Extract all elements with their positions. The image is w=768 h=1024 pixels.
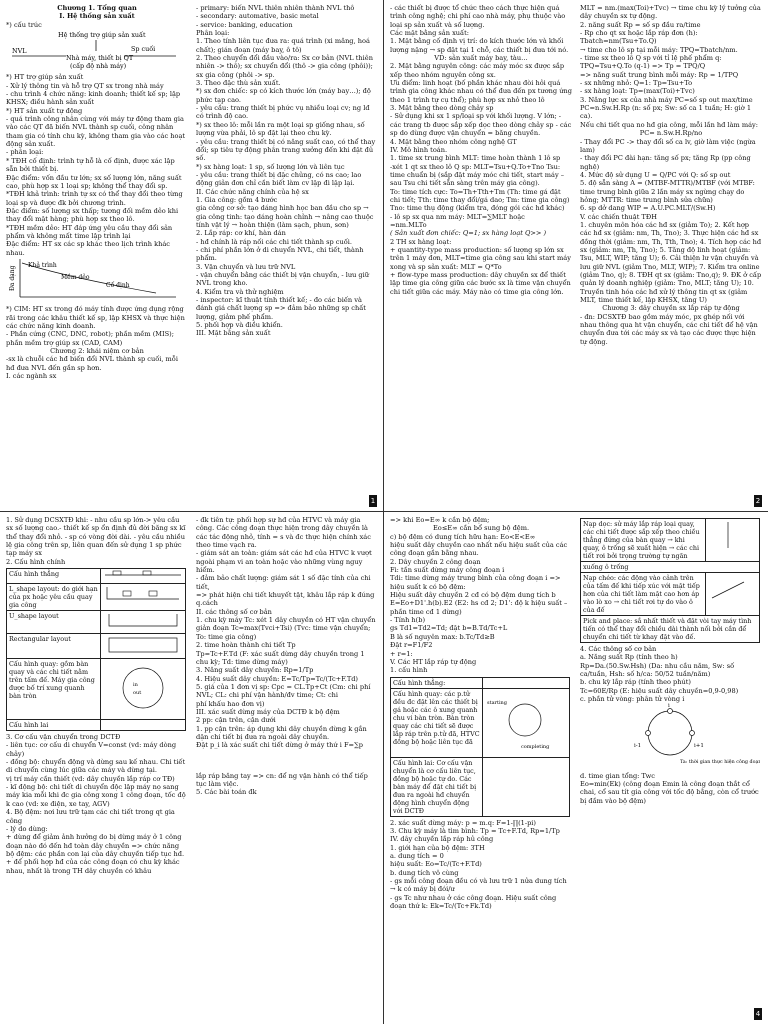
paragraph: a. dung tích = 0 (390, 851, 444, 860)
paragraph: - đn: DCSXTĐ bao gồm máy móc, px ghép nối với nhau thông qua ht vận chuyển, các chi tiết để hệ vận chuyển đưa tới các máy sx và tạo các được thực hiện tự động. (580, 312, 758, 346)
paragraph: 1. Mặt bằng cố định vị trí: do kích thước lớn và khối lượng nặng → sp đặt tại 1 chỗ, các thiết bị đưa tới nó. (390, 37, 569, 54)
table-cell-figure (706, 519, 760, 562)
configuration-table (6, 568, 186, 731)
table-cell-figure (483, 677, 570, 688)
table-row (581, 562, 760, 573)
svg-text:out: out (133, 690, 142, 697)
feeding-method-table (580, 518, 760, 643)
graph-label-flexible: Mềm dẻo (61, 273, 90, 281)
page-number-marker: 2 (755, 497, 761, 505)
paragraph: Nếu chi tiết qua no hđ gia công, mỗi lần hđ làm máy: (580, 120, 758, 129)
paragraph: Hiệu suất dây chuyền 2 cđ có bộ đệm dung tích b E=Eo+D1'.h(b).E2 (E2: hs cđ 2; D1': độ k hiệu suất – phần time cđ 1 dừng) (390, 591, 568, 616)
paragraph: c) bộ đệm có dung tích hữu hạn: Eo<E<E∞ (390, 532, 536, 541)
paragraph: + r=1: (390, 649, 413, 658)
chapter-title: Chương 3: dây chuyền sx lắp ráp tự động (602, 304, 740, 313)
paragraph: hiệu suất dây chuyền cao nhất nếu hiệu suất của các công đoạn gần bằng nhau. (390, 541, 568, 558)
paragraph: 5. Các bài toán đk (196, 788, 257, 797)
paragraph: Đặc điểm: HT sx các sp khác theo lịch trình khác nhau. (6, 240, 171, 257)
paragraph: c. phần tử vòng: phân tử vòng i (580, 695, 685, 704)
table-row (581, 519, 760, 562)
inline-layout-figure (103, 612, 183, 630)
paragraph: 3. Mặt bằng theo dòng chảy sp (390, 104, 494, 113)
paragraph: 4. Bộ đệm: nơi lưu trữ tạm các chi tiết trong qt gia công (6, 808, 175, 825)
paragraph: - hđ chính là ráp nối các chi tiết thành sp cuối. (196, 237, 352, 246)
paragraph: Đặt p_i là xác suất chi tiết dừng ở máy thứ i F=∑p (196, 741, 363, 750)
paragraph: PC=n.Sw.H.Rp (n: số px; Sw: số ca 1 tuần; H: giờ 1 ca). (580, 104, 752, 121)
paragraph: - yêu cầu: trang thiết bị phức vụ nhiều loại cv; ng lđ có trình độ cao. (196, 104, 370, 121)
paragraph: 3. Cơ cấu vận chuyển trong DCTĐ (6, 733, 121, 742)
paragraph: a. Năng suất Rp (tính theo h) (580, 653, 678, 662)
paragraph: → time cho lô sp tại mỗi máy: TPQ=Tbatch/nm. (580, 45, 738, 54)
paragraph: II. các thông số cơ bản (196, 607, 272, 616)
paragraph: lắp ráp băng tay => cn: để ng vận hành có thể tiếp tục làm việc. (196, 771, 368, 788)
paragraph: - primary: biến NVL thiên nhiên thành NVL thô (196, 4, 355, 12)
page-1-left-column (6, 4, 188, 380)
paragraph: - giám sát an toàn: giám sát các hđ của HTVC k vượt ngoài phạm vi an toàn hoặc vào những vùng nguy hiểm. (196, 549, 372, 575)
paragraph: => khi Eo=E∞ k cần bộ đệm; (390, 516, 490, 524)
table-cell-figure (483, 688, 570, 757)
paragraph: 1. giới hạn của bộ đệm: 3TH (390, 843, 485, 852)
page-3-left-column (6, 516, 188, 875)
paragraph: 4. Mức độ sử dụng U = Q/PC với Q: số sp out (580, 170, 731, 179)
table-cell: Cấu hình quay: các p.tử đều đc đặt lên các thiết bị gá hoặc các ô xung quanh chu vi bàn tròn. Bàn tròn quay các chi tiết sẽ được lắp ráp trên p.tử đã, HTVC đồng bộ hoặc liên tục đã (391, 688, 483, 757)
cycle-element-figure (580, 703, 760, 769)
paragraph: - liên tục: cơ cấu di chuyển V=const (vd: máy dòng chảy) (6, 741, 177, 758)
page-3 (0, 512, 384, 1024)
paragraph: Eo=min(Ek) (công đoạn Emin là công đoạn thắt cổ chai, cổ sau tít gia công với tốc độ bằng, còn cổ trước bị đầm vào bộ đệm) (580, 780, 759, 805)
diagram-label-support: Hệ thống trợ giúp sản xuất (58, 31, 146, 40)
paragraph: 1. cấu hình (390, 666, 428, 675)
paragraph: I. các ngành sx (6, 372, 57, 381)
paragraph: - inspector: kĩ thuật tính thiết kế; - đo các biến và đánh giá chất lượng sp => đảm bảo những sp chất lượng, giảm phế phẩm. (196, 296, 366, 321)
chapter-title: Chương 1. Tổng quan (57, 4, 137, 12)
section-heading: I. Hệ thống sản xuất (59, 12, 135, 21)
automation-type-graph (6, 257, 186, 303)
paragraph: hiệu suất: Eo=Tc/(Tc+F.Td) (390, 860, 482, 869)
paragraph: 2. Lắp ráp: cơ khí, hàn dán (196, 229, 286, 238)
paragraph: 2. Cấu hình chính (6, 557, 66, 566)
paragraph: - chi phí phần lớn ở di chuyển NVL, chi tiết, thành phẩm. (196, 245, 364, 263)
paragraph: - thay đổi PC đài hạn: tăng số px; tăng Rp (pp công nghệ) (580, 154, 751, 171)
paragraph: V. các chiến thuật TĐH (580, 212, 657, 221)
paragraph: Eo≤E∞ cần bổ sung bộ đệm. (432, 524, 530, 533)
table-row (7, 720, 186, 731)
paragraph: - các thiết bị được tổ chức theo cách thực hiện quá trình công nghệ; chi phí cao nhà máy, phụ thuộc vào loại sp sản xuất và số lượng. (390, 4, 566, 29)
paragraph: + để phối hợp hđ của các công đoạn có chu kỳ khác nhau, nhất là trong TH dây chuyền có khâu (6, 858, 180, 875)
paragraph: 1. chuyên môn hóa các hđ sx (giảm To); 2. Kết hợp các hđ sx (giảm: nm, Th, Tno); 3. Thực hiện các hđ sx đồng thời (giảm: nm, Th, Tth, Tno); 4. Tích hợp các hđ sx (giảm: nm, Th, Tno); 5. Tăng độ linh hoạt (giảm: Tsu, MLT, WIP; tăng U); 6. Cải thiện lư vận chuyển và lưu giữ NVL (giảm Tno, MLT, WIP); 7. Kiểm tra online (giảm Tno, q); 8. TĐH qt sx (giảm: Tno,q); 9. ĐK ở cấp quản lý doanh nghiệp (giảm: Tno, MLT; tăng U); 10. Truyền tinh hóa các hđ xử lý thông tin qt sx (giảm MLT, time thiết kế, lập KHSX, tăng U) (580, 220, 762, 305)
paragraph: V. Các HT lắp ráp tự động (390, 657, 477, 666)
paragraph: * TĐH cố định: trình tự hỗ là cố định, được xác lập sẵn bởi thiết bị. (6, 156, 175, 174)
page-1-right-column (196, 4, 378, 338)
table-cell: Cấu hình thẳng (7, 569, 101, 584)
table-cell-figure (101, 584, 186, 611)
paragraph: 1. chu kỳ máy Tc: xét 1 dây chuyền có HT vận chuyển giản đoạn Tc=max(Tvci+Tsi) (Tvc: time vận chuyển; To: time gia công) (196, 616, 376, 641)
paragraph: phí khấu hao đơn vị) (196, 699, 265, 708)
paragraph: 2 pp: cận trên, cận dưới (196, 716, 276, 725)
inline-layout-figure (103, 570, 183, 580)
paragraph: - Thay đổi PC -> thay đổi số ca lv, giờ làm việc (ngừa lam) (580, 137, 756, 154)
paragraph: 2 TH sx hàng loạt: (390, 237, 452, 246)
paragraph: 1. Theo tính liên tục đưa ra: quá trình (xi măng, hoá chất); gián đoạn (máy bay, ô tô) (196, 37, 370, 54)
page-number-marker: 4 (755, 1010, 761, 1018)
paragraph: - đảm bảo chất lượng: giám sát 1 số đặc tính của chi tiết, (196, 574, 371, 591)
table-row (391, 677, 570, 688)
paragraph: - kĩ động bộ: chi tiết di chuyển độc lập máy nọ sang máy kia mỗi khi đc gia công xong 1 công đoạn, tốc độ k cao (vd: xe điện, xe tay, AGV) (6, 783, 186, 808)
paragraph: - đk tiên tự: phối hợp sự hđ của HTVC và máy gia công. Các công đoạn thực hiện trong dây chuyền là các tác động nhỏ, tính = s và đc thực hiện chính xác theo time vạch ra. (196, 516, 371, 550)
paragraph: b. dung tích vô cùng (390, 868, 459, 877)
page-1 (0, 0, 384, 512)
paragraph: gs Td1=Td2=Td; đặt b=B.Td/Tc+L (390, 624, 508, 633)
paragraph: - Tính h(b) (390, 616, 426, 625)
paragraph: => năng suất trung bình mỗi máy: Rp = 1/TPQ (580, 70, 739, 79)
production-system-diagram (6, 29, 186, 71)
paragraph: 4. Các thông số cơ bản (580, 645, 657, 653)
inline-layout-figure (103, 635, 183, 655)
paragraph: Tp=Tc+F.Td (F: xác suất dừng dây chuyền trong 1 chu kỳ; Td: time dừng máy) (196, 649, 365, 666)
graph-label-programmable: Khả trình (28, 261, 57, 269)
table-cell: Cấu hình quay: gồm bàn quay và các chi tiết nằm trên tấm đế. Máy gia công được bố trí xung quanh bàn tròn (7, 659, 101, 720)
paragraph: 2. Theo chuyển đổi đầu vào/ra: Sx cơ bản (NVL thiên nhiên -> thô); sx chuyển đổi (thô -> gia công (phôi)); sx gia công (phôi -> sp. (196, 54, 373, 79)
paragraph: Tc=60E/Rp (E: hiệu suất dây chuyền=0,9-0,98) (580, 686, 739, 695)
paragraph: IV. Mô hình toán. (390, 145, 448, 154)
paragraph: -sx là chuỗi các hđ biến đổi NVL thành sp cuối, mỗi hđ đưa NVL đến gần sp hơn. (6, 355, 178, 372)
paragraph: MLT = nm.(max(Toi)+Tvc) → time chu kỳ lý tưởng của dây chuyền sx tự động. (580, 4, 761, 21)
paragraph: - lô sp sx qua nm máy: MLT=∑MLT hoặc (390, 212, 525, 221)
paragraph: *) HT sản xuất tự động (6, 106, 83, 115)
paragraph: Đặc điểm: vốn đầu tư lớn; sx số lượng lớn, năng suất cao, phù hợp sx 1 loại sp; không thể thay đổi sp. (6, 173, 182, 190)
table-row (581, 616, 760, 643)
paragraph: + quantity-type mass production: số lượng sp lớn sx trên 1 máy đơn, MLT=time gia công sau khi start máy xong và sp sản xuất: MLT = Q*To (390, 245, 571, 271)
spacer (196, 750, 378, 772)
paragraph: Rp=Da.(50.Sw.Hsh) (Da: nhu cầu năm, Sw: số ca/tuần, Hsh: số h/ca: 50/52 tuần/năm) (580, 661, 735, 679)
svg-text:in: in (133, 682, 138, 689)
paragraph: III. Mặt bằng sản xuất (196, 329, 271, 338)
figure-label-current: i (668, 703, 670, 710)
diagram-label-output: Sp cuối (131, 45, 156, 54)
paragraph: PC= n.Sw.H.Rp/no (639, 129, 703, 138)
table-cell: Pick and place: sắ nhất thiết và đặt vòi tay máy tình tiến có thể thay đổi chiều dài thành nối bởi cần để chuyển chi tiết từ khay đặt vào đế. (581, 616, 760, 643)
figure-label-next: i+1 (694, 743, 704, 750)
paragraph: *) CIM: HT sx trong đó máy tính được ứng dụng rộng rãi trong các khâu thiết kế sp, lập KHSX và thực hiện các chức năng kinh doanh. (6, 305, 185, 330)
table-row (7, 634, 186, 659)
paragraph: 5. độ sẵn sàng A = (MTBF-MTTR)/MTBF (với MTBF: time trung bình giữa 2 lần máy sx ngừng chạy do hỏng; MTTR: time trung bình sửa chữa) (580, 179, 755, 204)
chapter-title: Chương 2: khái niệm cơ bản (50, 347, 144, 355)
paragraph: - chu trình 4 chức năng: kinh doanh; thiết kế sp; lập KHSX; điều hành sản xuất (6, 90, 181, 107)
table-row (7, 584, 186, 611)
paragraph: =nm.MLTo (390, 220, 427, 229)
inline-dial-figure (103, 660, 183, 716)
paragraph: - yêu cầu: trang thiết bị có năng suất cao, có thể thay đổi; sp tiêu tự động phân trang xưởng đến khi đặt đủ số. (196, 137, 376, 163)
paragraph: - secondary: automative, basic metal (196, 12, 319, 21)
paragraph: -xét 1 qt sx theo lô Q sp: MLT=Tsu+Q.To+Tno Tsu: time chuẩn bị (sắp đặt máy móc chi tiết, start máy – sau Tsu chi tiết sẵn sàng trên máy gia công). (390, 162, 565, 188)
diagram-label-plant-level: (cấp độ nhà máy) (70, 62, 127, 71)
paragraph: 3. Vận chuyển và lưu trữ NVL (196, 262, 296, 271)
table-cell-figure (101, 634, 186, 659)
table-cell: U_shape layout (7, 611, 101, 634)
paragraph: Fi: tần suất dừng máy công đoạn i (390, 566, 505, 575)
paragraph: - sx những nhỏ: Q=1: Tp=Tsu+To (580, 79, 693, 88)
diagram-label-plant: Nhà máy, thiết bị QT (66, 54, 134, 63)
paragraph: Đặt r=F1/F2 (390, 641, 433, 650)
page-4 (384, 512, 768, 1024)
table-cell: Nạp dọc: sử máy lắp ráp loại quay, các chi tiết được sắp xếp theo chiều thẳng đứng của bàn quay → khi quay, ô trống sẽ xuất hiện → các chi tiết rơi bởi trọng trường tự ngăn (581, 519, 706, 562)
diagram-label-input: NVL (12, 47, 27, 56)
graph-y-label: Đa dạng (9, 265, 16, 291)
table-cell-figure (101, 569, 186, 584)
figure-label-completing: completing (521, 743, 550, 750)
paragraph: VD: sản xuất máy bay, tàu… (434, 54, 528, 63)
paragraph: + flow-type mass production: dây chuyền sx để thiết lập time gia công giữa các bước sx là time vận chuyển chi tiết giữa các máy. Máy nào có time gia công lớn. (390, 271, 571, 296)
paragraph: - sx hàng loạt: Tp=(max(Toi)+Tvc) (580, 87, 695, 96)
paragraph: 4. Hiệu suất dây chuyền: E=Tc/Tp=Tc/(Tc+F.Td) (196, 674, 359, 683)
paragraph: Đặc điểm: số lượng sx thấp; tương đối mềm dẻo khi thay đổi mặt hàng; phù hợp sx theo lô. (6, 206, 179, 224)
page-3-right-column (196, 516, 378, 797)
assembly-configuration-table (390, 677, 570, 817)
table-cell-figure (483, 757, 570, 816)
table-cell: Nạp chéo: các động vào cảnh trên của tấm đế khi tiếp xúc với mặt tiếp hơn của chi tiết làm mặt cao hơn áp vào lò xo → chi tiết rơi tự do vào ô của đế (581, 573, 706, 616)
paragraph: 1. time sx trung bình MLT: time hoàn thành 1 lô sp (390, 154, 561, 163)
paragraph: 3. Chu kỳ máy là tìm bình: Tp = Tc+F.Td, Rp=1/Tp (390, 826, 560, 835)
paragraph: - phân loại: (6, 148, 44, 157)
paragraph: To: time tích cực: To=Th+Tth+Tm (Th: time gá đặt chi tiết; Tth: time thay đổi/gá dao; Tm: time gia công) (390, 187, 570, 204)
paragraph: *TĐH mềm dẻo: HT đáp ứng yêu cầu thay đổi sản phẩm và không mất time lập trình lại (6, 223, 173, 240)
paragraph: b. chu kỳ lắp ráp (tính theo phút) (580, 678, 691, 687)
page-4-right-column (580, 516, 762, 805)
page-4-left-column (390, 516, 572, 910)
paragraph: IV. dây chuyền lắp ráp hủ công (390, 835, 494, 844)
paragraph: *) cấu trúc (6, 20, 42, 29)
table-cell: Rectangular layout (7, 634, 101, 659)
table-cell-figure (101, 611, 186, 634)
paragraph: 2. Dây chuyền 2 công đoạn (390, 557, 481, 566)
paragraph: 4. Mặt bằng theo nhóm công nghệ GT (390, 137, 517, 146)
paragraph: - time sx theo lô Q sp với tỉ lệ phế phẩm q: TPQ=Tsu+Q.To (q-1) => Tp = TPQ/Q (580, 54, 722, 71)
paragraph: - gs mỗi công đoạn đều có và lưu trữ 1 nửa dung tích → k có máy bị đói/ư (390, 876, 567, 894)
table-cell: Cấu hình thẳng: (391, 677, 483, 688)
paragraph: - lý do dùng: (6, 824, 48, 833)
paragraph: 6. sp dở dang WIP = A.U.PC.MLT/(Sw.H) (580, 204, 716, 213)
paragraph: 3. Năng lực sx của nhà máy PC=số sp out max/time (580, 95, 753, 104)
table-cell-figure (706, 573, 760, 616)
page-2-left-column (390, 4, 572, 296)
table-row (391, 688, 570, 757)
paragraph: *) sx đơn chiếc: sp có kích thước lớn (máy bay…); độ phức tạp cao. (196, 87, 371, 104)
table-row (391, 757, 570, 816)
paragraph: d. time gian tổng: Twc (580, 771, 655, 780)
table-cell: L_shape layout: do giới hạn của px hoặc yêu cầu quay gia công (7, 584, 101, 611)
paragraph: 4. Kiểm tra và thử nghiệm (196, 287, 284, 296)
table-cell: xuống ô trống (581, 562, 760, 573)
paragraph: 2. xác suất dừng máy: p = m.q: F=1-∏(1-pi) (390, 818, 536, 827)
paragraph: + dùng để giảm ảnh hưởng do bị dừng máy ở 1 công đoạn nào đó đến hđ toàn dây chuyền => chức năng bộ đệm: các phần con lại của dây chuyền tiếp tục hđ. (6, 833, 185, 858)
table-row (581, 573, 760, 616)
paragraph: - service: banking, education (196, 20, 293, 29)
table-cell-figure (101, 720, 186, 731)
paragraph: => phát hiện chi tiết khuyết tật, khâu lắp ráp k đúng q.cách (196, 591, 375, 608)
paragraph: *) sx hàng loạt: 1 sp, số lượng lớn và liên tục (196, 162, 345, 171)
paragraph: 2. năng suất Rp = số sp đầu ra/time (580, 20, 701, 29)
table-cell: Cấu hình lai: Cơ cấu vận chuyển là cơ cấu liên tục, đồng bộ hoặc tự do. Các bàn máy để đặt chi tiết bị đưa ra ngoài hđ chuyển động hình chuyển động với DCTĐ (391, 757, 483, 816)
paragraph: B là số nguyên max: b.Tc/Td≥B (390, 632, 495, 641)
paragraph: 1. Sử dụng DCSXTĐ khi: - nhu cầu sp lớn-> yêu cầu sx số lượng cao.- thiết kế sp ổn định đủ đời băng sx kĩ thể thay đổi nhỏ. - sp có vòng đời dài. - yêu cầu nhiều lệ gia công trên sp, liên quan đến sử dụng 1 sp phức tạp máy sx (6, 516, 186, 558)
paragraph: - vận chuyển bằng các thiết bị vận chuyển, - lưu giữ NVL trong kho. (196, 271, 369, 288)
table-cell-figure (101, 659, 186, 720)
paragraph: Tdi: time dừng máy trung bình của công đoạn i => hiệu suất k có bộ đệm: (390, 574, 561, 591)
paragraph: ( Sản xuất đơn chiếc: Q=1; sx hàng loạt Q>> ) (390, 229, 547, 238)
paragraph: *) HT trợ giúp sản xuất (6, 73, 84, 82)
paragraph: 5. phối hợp và điều khiển. (196, 321, 283, 330)
paragraph: Các mặt bằng sản xuất: (390, 29, 469, 38)
paragraph: Tno: time thụ động (kiểm tra, đóng gói các hđ khác) (390, 204, 565, 213)
paragraph: Ưu điểm: linh hoạt (bố phần khác nhau đòi hỏi quá trình gia công khác nhau có thể đưa đến px tương ứng theo 1 trình tự cụ thể); phù hợp sx nhỏ theo lô (390, 79, 572, 104)
paragraph: 1. Gia công: gồm 4 bước (196, 195, 278, 204)
paragraph: - gs Tc như nhau ở các công đoạn. Hiệu suất công đoạn thứ k: Ek=Tc/(Tc+Fk.Td) (390, 893, 557, 910)
table-row (7, 659, 186, 720)
paragraph: - Rp cho qt sx hoặc lắp ráp đơn (h): Tbatch=nm(Tsu+To.Q) (580, 29, 698, 46)
page-number-marker: 1 (370, 497, 376, 505)
page-2-right-column (580, 4, 762, 346)
paragraph: *TĐH khả trình: trình tự sx có thể thay đổi theo từng loại sp và được đk bởi chương trình. (6, 190, 183, 207)
paragraph: 5. giá của 1 đơn vị sp: Cpc = CL.Tp+Ct (Cm: chi phí NVL; CL: chi phí vận hành/đv time; Ct: chi (196, 682, 371, 700)
paragraph: 2. time hoàn thành chi tiết Tp (196, 641, 296, 650)
paragraph: *) sx theo lô: mỗi lần ra một loại sp giống nhau, số lượng vừa phải, lô sp đặt lại theo chu kỳ. (196, 120, 365, 138)
graph-label-fixed: Cố định (106, 281, 130, 289)
paragraph: - Sử dụng khi sx 1 sp/loại sp với khối lượng. V lớn; - các trang tb được sắp xếp dọc theo dòng chảy sp - các sp do dùng được vận chuyển = băng chuyền. (390, 112, 572, 138)
paragraph: Phân loại: (196, 29, 230, 38)
inline-layout-figure (103, 585, 183, 603)
paragraph: II. Các chức năng chính của hệ sx (196, 187, 309, 196)
paragraph: 3. Theo đặc thù sản xuất. (196, 79, 281, 88)
paragraph: 3. Năng suất dây chuyền: Rp=1/Tp (196, 666, 314, 675)
page-2 (384, 0, 768, 512)
table-row (7, 569, 186, 584)
table-cell: Cấu hình lai (7, 720, 101, 731)
paragraph: - quá trình công nhân cùng với máy tự động tham gia vào các QT đã biến NVL thành sp cuối, công nhân tham gia có tính chu kỳ, không tham gia vào các hoạt động sản xuất. (6, 115, 186, 149)
paragraph: 2. Mặt bằng nguyên công: các máy móc sx được sắp xếp theo nhóm nguyên công sx. (390, 62, 565, 79)
paragraph: 1. pp cận trên: áp dụng khi dây chuyền dừng k gắn dặn chi tiết bị đưa ra ngoài dây chuyền. (196, 724, 367, 741)
figure-label-prev: i-1 (634, 743, 642, 750)
paragraph: gia công cơ sở: tạo dáng hình học ban đầu cho sp → gia công tinh: tạo dáng hoàn chỉnh → nâng cao thuộc tính vật lý → hoàn thiện (làm sạch, phun, sơn) (196, 204, 374, 229)
paragraph: - yêu cầu: trang thiết bị đặc chủng, có ns cao; lao động giản đơn chỉ cần biết làm cv lặp đi lặp lại. (196, 170, 362, 188)
paragraph: vị trí máy cần thiết (vd: dây chuyền lắp ráp cơ TĐ) (6, 774, 175, 783)
paragraph: III. xác suất dừng máy của DCTĐ k bộ đệm (196, 707, 340, 716)
paragraph: - Xử lý thông tin và hỗ trợ QT sx trong nhà máy (6, 81, 164, 90)
figure-label-starting: starting (487, 699, 507, 706)
paragraph: - Phần cứng (CNC, DNC, robot); phần mềm (MIS); phần mềm trợ giúp sx (CAD, CAM) (6, 330, 174, 347)
paragraph: - đồng bộ: chuyển động và dừng sau kế nhau. Chi tiết di chuyển cùng lúc giữa các máy và dừng tại. (6, 758, 186, 775)
figure-caption: Ta: thời gian thực hiện công đoạn (680, 760, 760, 766)
rotary-assembly-figure (485, 690, 567, 754)
table-row (7, 611, 186, 634)
